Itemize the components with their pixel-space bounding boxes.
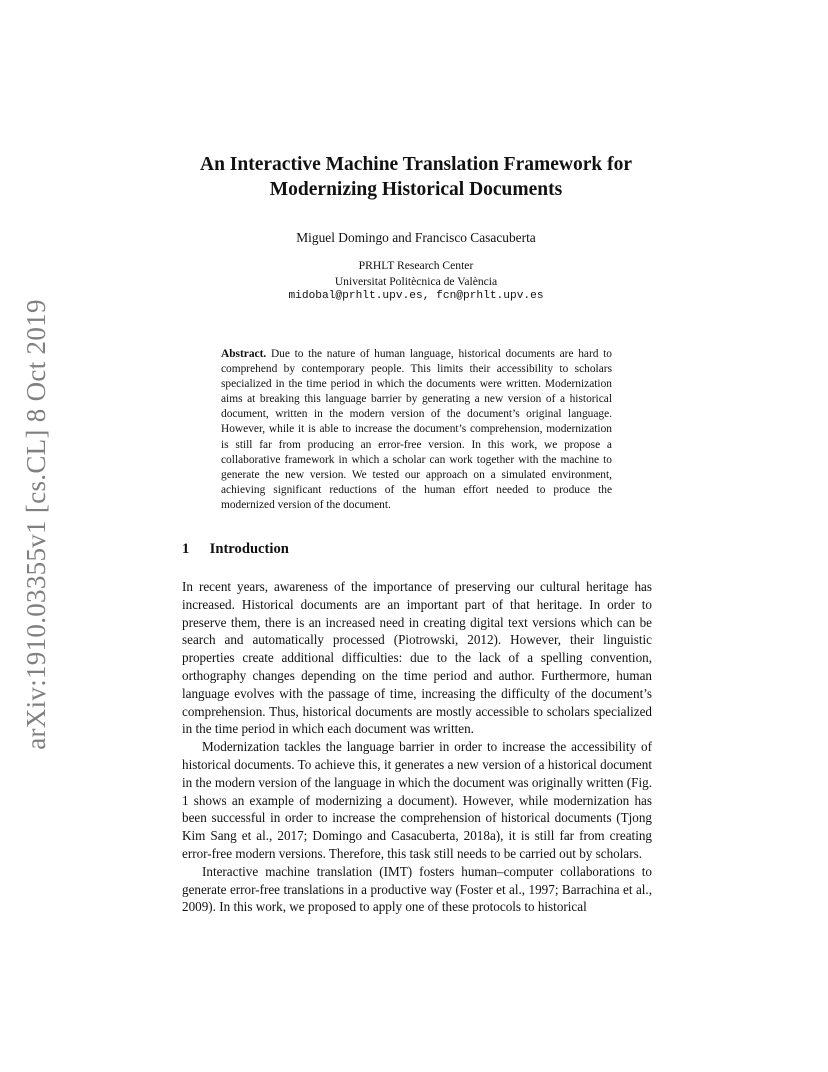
paragraph: Interactive machine translation (IMT) fosters human–computer collaborations to generate error-free translations in a productive way (Foster et al., 1997; Barrachina et al., 2009). In this work, we proposed to apply one of these protocols to historical: [182, 863, 652, 915]
title-line-1: An Interactive Machine Translation Framework for: [200, 154, 632, 175]
affiliation: [150, 258, 682, 305]
affiliation-university: Universitat Politècnica de València: [334, 274, 498, 288]
arxiv-identifier-text: arXiv:1910.03355v1 [cs.CL] 8 Oct 2019: [20, 298, 51, 750]
section-heading: [182, 539, 652, 559]
arxiv-identifier: [21, 296, 51, 752]
abstract: [221, 347, 612, 513]
section-number: 1: [182, 541, 190, 557]
section-title: Introduction: [209, 541, 289, 557]
body-text: [182, 578, 652, 916]
author-list: Miguel Domingo and Francisco Casacuberta: [296, 230, 536, 245]
author-emails: midobal@prhlt.upv.es, fcn@prhlt.upv.es: [288, 290, 544, 302]
affiliation-center: PRHLT Research Center: [358, 259, 474, 272]
paper-title: [150, 152, 682, 202]
abstract-label: Abstract.: [221, 348, 267, 360]
paragraph: Modernization tackles the language barrier in order to increase the accessibility of historical documents. To achieve this, it generates a new version of a historical document in the modern version of the language in which the document was originally written (Fig. 1 shows an example of modernizing a document). However, while modernization has been successful in order to increase the comprehension of historical documents (Tjong Kim Sang et al., 2017; Domingo and Casacuberta, 2018a), it is still far from creating error-free modern versions. Therefore, this task still needs to be carried out by scholars.: [182, 739, 652, 861]
abstract-text: Due to the nature of human language, historical documents are hard to comprehend by contemporary people. This limits their accessibility to scholars specialized in the time period in which the documents were written. Modernization aims at breaking this language barrier by generating a new version of a historical document, written in the modern version of the document’s original language. However, while it is able to increase the document’s comprehension, modernization is still far from producing an error-free version. In this work, we propose a collaborative framework in which a scholar can work together with the machine to generate the new version. We tested our approach on a simulated environment, achieving significant reductions of the human effort needed to produce the modernized version of the document.: [221, 348, 612, 511]
title-line-2: Modernizing Historical Documents: [269, 179, 563, 200]
paragraph: In recent years, awareness of the importance of preserving our cultural heritage has increased. Historical documents are an important part of that heritage. In order to preserve them, there is an increased need in creating digital text versions which can be search and automatically processed (Piotrowski, 2012). However, their linguistic properties create additional difficulties: due to the lack of a spelling convention, orthography changes depending on the time period and author. Furthermore, human language evolves with the passage of time, increasing the difficulty of the document’s comprehension. Thus, historical documents are mostly accessible to scholars specialized in the time period in which each document was written.: [182, 579, 652, 737]
